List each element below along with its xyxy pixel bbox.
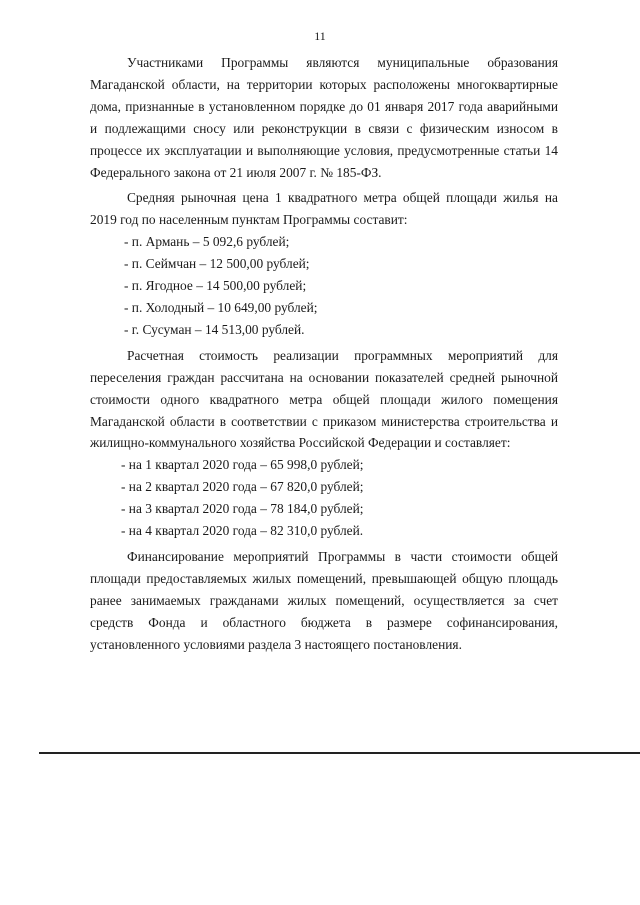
price-list bbox=[90, 231, 558, 341]
list-item: - п. Ягодное – 14 500,00 рублей; bbox=[124, 278, 307, 294]
paragraph-financing: Финансирование мероприятий Программы в части стоимости общей площади предоставляемых жилых помещений, превышающей общую площадь ранее занимаемых гражданами жилых помещений, осуществляется за счет средств Фонда и областного бюджета в размере софинансирования, установленного условиями раздела 3 настоящего постановления. bbox=[90, 548, 558, 652]
list-item: - на 4 квартал 2020 года – 82 310,0 рублей. bbox=[121, 523, 364, 539]
list-item: - на 3 квартал 2020 года – 78 184,0 рублей; bbox=[121, 501, 364, 517]
footer-divider bbox=[39, 752, 640, 754]
quarterly-cost-list bbox=[90, 454, 558, 542]
paragraph-participants: Участниками Программы являются муниципальные образования Магаданской области, на территории которых расположены многоквартирные дома, признанные в установленном порядке до 01 января 2017 года аварийными и подлежащими сносу или реконструкции в связи с физическим износом в процессе их эксплуатации и выполняющие условия, предусмотренные статьи 14 Федерального закона от 21 июля 2007 г. № 185-ФЗ. bbox=[90, 55, 558, 180]
document-body bbox=[90, 52, 558, 655]
page-number: 11 bbox=[314, 29, 326, 43]
list-item: - п. Сеймчан – 12 500,00 рублей; bbox=[124, 256, 310, 272]
list-item: - г. Сусуман – 14 513,00 рублей. bbox=[124, 321, 305, 337]
list-item: - на 1 квартал 2020 года – 65 998,0 рублей; bbox=[121, 457, 364, 473]
list-item: - п. Армань – 5 092,6 рублей; bbox=[124, 234, 290, 250]
list-item: - п. Холодный – 10 649,00 рублей; bbox=[124, 299, 318, 315]
list-item: - на 2 квартал 2020 года – 67 820,0 рублей; bbox=[121, 479, 364, 495]
paragraph-average-price: Средняя рыночная цена 1 квадратного метра общей площади жилья на 2019 год по населенным пунктам Программы составит: bbox=[90, 190, 558, 228]
paragraph-estimated-cost: Расчетная стоимость реализации программных мероприятий для переселения граждан рассчитана на основании показателей средней рыночной стоимости одного квадратного метра общей площади жилого помещения Магаданской области в соответствии с приказом министерства строительства и жилищно-коммунального хозяйства Российской Федерации и составляет: bbox=[90, 347, 558, 451]
